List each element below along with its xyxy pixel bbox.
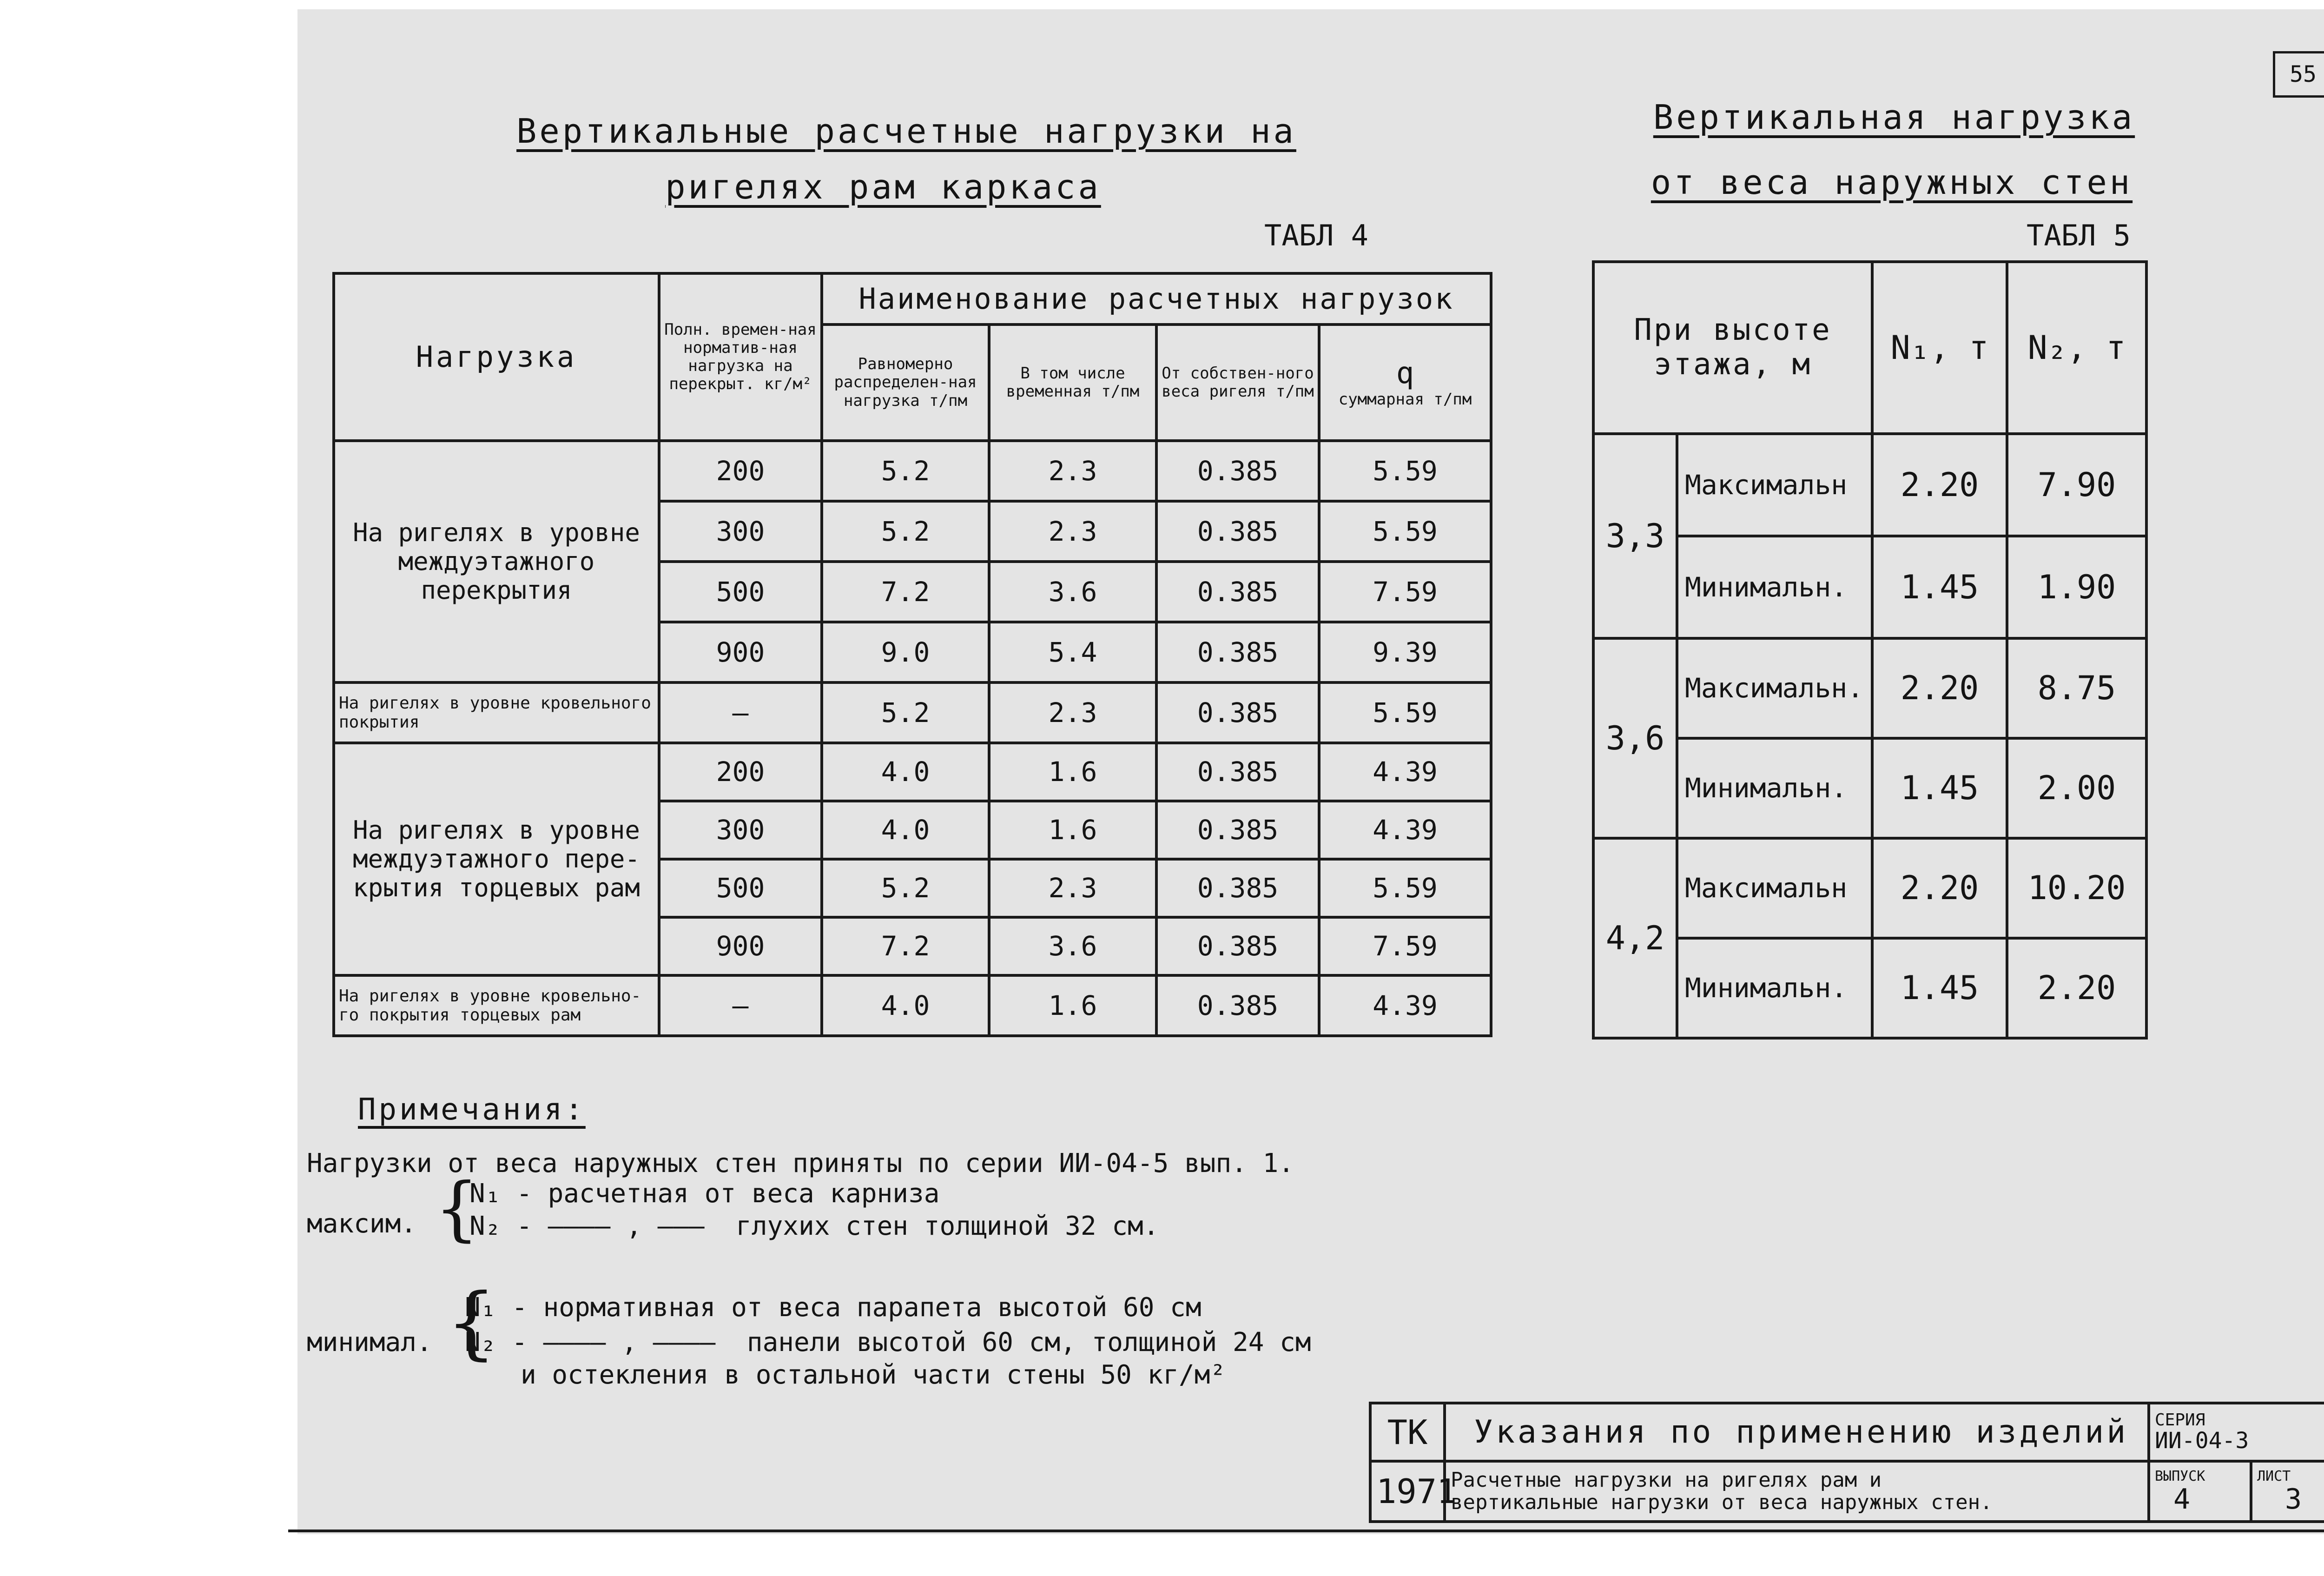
cell: 0.385 bbox=[1156, 682, 1319, 743]
cell-n1: 2.20 bbox=[1872, 638, 2007, 738]
cell: 3.6 bbox=[989, 562, 1156, 622]
table5-title-line2: от веса наружных стен bbox=[1651, 163, 2133, 202]
cell: 200 bbox=[659, 743, 822, 801]
table4-title-line1: Вертикальные расчетные нагрузки на bbox=[516, 112, 1296, 151]
cell: 0.385 bbox=[1156, 441, 1319, 501]
cell: 5.2 bbox=[822, 859, 989, 917]
notes-min-n2: N₂ - ———— , ———— панели высотой 60 см, толщиной 24 см bbox=[465, 1327, 1311, 1357]
height-value: 3,6 bbox=[1593, 638, 1677, 838]
cell: 0.385 bbox=[1156, 917, 1319, 975]
cell: 0.385 bbox=[1156, 859, 1319, 917]
cell: 0.385 bbox=[1156, 501, 1319, 562]
stamp-sheet-value: 3 bbox=[2285, 1483, 2302, 1516]
cell-n2: 10.20 bbox=[2007, 838, 2146, 938]
cell: 900 bbox=[659, 622, 822, 682]
stamp-issue-value: 4 bbox=[2173, 1483, 2191, 1516]
cell: 5.59 bbox=[1319, 682, 1491, 743]
cell: 1.6 bbox=[989, 801, 1156, 859]
brace-icon: { bbox=[435, 1168, 479, 1249]
cell: 2.3 bbox=[989, 441, 1156, 501]
stamp-series-label: СЕРИЯ bbox=[2155, 1410, 2205, 1430]
title-block bbox=[1369, 1402, 2324, 1523]
header-normative: Полн. времен-ная норматив-ная нагрузка на перекрыт. кг/м² bbox=[659, 273, 822, 441]
table4 bbox=[332, 272, 1492, 1037]
cell: 0.385 bbox=[1156, 975, 1319, 1036]
cell: 200 bbox=[659, 441, 822, 501]
notes-min-n1: N₁ - нормативная от веса парапета высотой 60 см bbox=[465, 1292, 1202, 1323]
cell: 900 bbox=[659, 917, 822, 975]
notes-max-n2: N₂ - ———— , ——— глухих стен толщиной 32 см. bbox=[469, 1211, 1159, 1241]
cell: 5.59 bbox=[1319, 441, 1491, 501]
cell: 4.39 bbox=[1319, 975, 1491, 1036]
cell: 5.2 bbox=[822, 501, 989, 562]
cell: 2.3 bbox=[989, 501, 1156, 562]
cell: 7.2 bbox=[822, 917, 989, 975]
stamp-series bbox=[2149, 1403, 2324, 1461]
cell-n2: 2.00 bbox=[2007, 738, 2146, 838]
cell-n1: 2.20 bbox=[1872, 434, 2007, 536]
stamp-series-value: ИИ-04-3 bbox=[2155, 1428, 2249, 1454]
load-type: Максимальн bbox=[1677, 838, 1872, 938]
height-value: 4,2 bbox=[1593, 838, 1677, 1038]
cell: 0.385 bbox=[1156, 622, 1319, 682]
cell: 2.3 bbox=[989, 682, 1156, 743]
load-type: Максимальн. bbox=[1677, 638, 1872, 738]
cell: 3.6 bbox=[989, 917, 1156, 975]
cell: 1.6 bbox=[989, 743, 1156, 801]
page-number: 55 bbox=[2273, 51, 2324, 98]
header-total-label: суммарная т/пм bbox=[1338, 390, 1472, 409]
stamp-sheet-label: ЛИСТ bbox=[2257, 1468, 2291, 1484]
notes-min-n2-cont: и остекления в остальной части стены 50 кг/м² bbox=[521, 1360, 1226, 1390]
notes-line1: Нагрузки от веса наружных стен приняты по серии ИИ-04-5 вып. 1. bbox=[307, 1148, 1294, 1179]
cell-n2: 2.20 bbox=[2007, 938, 2146, 1038]
cell: 5.59 bbox=[1319, 859, 1491, 917]
table4-title-line2: ригелях рам каркаса bbox=[665, 167, 1101, 206]
cell: 4.0 bbox=[822, 743, 989, 801]
load-type: Максимальн bbox=[1677, 434, 1872, 536]
cell: 7.2 bbox=[822, 562, 989, 622]
frame-bottom-line bbox=[288, 1530, 2324, 1532]
stamp-year: 1971 bbox=[1370, 1461, 1445, 1522]
cell: 1.6 bbox=[989, 975, 1156, 1036]
cell: 5.59 bbox=[1319, 501, 1491, 562]
cell: — bbox=[659, 975, 822, 1036]
notes-max-label: максим. bbox=[307, 1209, 417, 1239]
cell: 7.59 bbox=[1319, 917, 1491, 975]
table5-title-line1: Вертикальная нагрузка bbox=[1653, 98, 2135, 137]
header-group: Наименование расчетных нагрузок bbox=[822, 273, 1491, 324]
header-load: Нагрузка bbox=[334, 273, 659, 441]
cell: 500 bbox=[659, 562, 822, 622]
table4-label: ТАБЛ 4 bbox=[1264, 219, 1368, 252]
cell-n1: 1.45 bbox=[1872, 938, 2007, 1038]
load-type: Минимальн. bbox=[1677, 738, 1872, 838]
cell: 4.39 bbox=[1319, 743, 1491, 801]
group-label: На ригелях в уровне междуэтажного пере-крытия торцевых рам bbox=[334, 743, 659, 975]
group-label: На ригелях в уровне междуэтажного перекрытия bbox=[334, 441, 659, 682]
cell: 0.385 bbox=[1156, 562, 1319, 622]
table5 bbox=[1592, 260, 2148, 1040]
cell-n2: 7.90 bbox=[2007, 434, 2146, 536]
cell: 4.39 bbox=[1319, 801, 1491, 859]
cell-n1: 1.45 bbox=[1872, 536, 2007, 638]
cell: 0.385 bbox=[1156, 801, 1319, 859]
cell: 4.0 bbox=[822, 975, 989, 1036]
cell-n2: 1.90 bbox=[2007, 536, 2146, 638]
header-height: При высоте этажа, м bbox=[1593, 262, 1872, 434]
stamp-sheet bbox=[2251, 1461, 2324, 1522]
cell: 4.0 bbox=[822, 801, 989, 859]
stamp-title: Указания по применению изделий bbox=[1445, 1403, 2149, 1461]
cell-n2: 8.75 bbox=[2007, 638, 2146, 738]
cell: 2.3 bbox=[989, 859, 1156, 917]
cell: 300 bbox=[659, 501, 822, 562]
cell: 9.0 bbox=[822, 622, 989, 682]
stamp-subtitle bbox=[1445, 1461, 2149, 1522]
cell: 5.2 bbox=[822, 441, 989, 501]
cell: 7.59 bbox=[1319, 562, 1491, 622]
brace-icon: { bbox=[446, 1277, 497, 1369]
stamp-subtitle-line2: вертикальные нагрузки от веса наружных стен. bbox=[1451, 1490, 1993, 1514]
cell: — bbox=[659, 682, 822, 743]
group-label: На ригелях в уровне кровельного покрытия bbox=[334, 682, 659, 743]
stamp-subtitle-line1: Расчетные нагрузки на ригелях рам и bbox=[1451, 1468, 1882, 1492]
stamp-issue-label: ВЫПУСК bbox=[2155, 1468, 2205, 1484]
cell: 5.4 bbox=[989, 622, 1156, 682]
cell: 9.39 bbox=[1319, 622, 1491, 682]
header-own-weight: От собствен-ного веса ригеля т/пм bbox=[1156, 324, 1319, 441]
notes-min-label: минимал. bbox=[307, 1327, 432, 1357]
cell: 500 bbox=[659, 859, 822, 917]
header-q-symbol: q bbox=[1396, 356, 1414, 391]
group-label: На ригелях в уровне кровельно-го покрытия торцевых рам bbox=[334, 975, 659, 1036]
stamp-issue bbox=[2149, 1461, 2251, 1522]
cell: 0.385 bbox=[1156, 743, 1319, 801]
notes-title: Примечания: bbox=[358, 1093, 586, 1127]
header-n1: N₁, т bbox=[1872, 262, 2007, 434]
cell: 5.2 bbox=[822, 682, 989, 743]
load-type: Минимальн. bbox=[1677, 938, 1872, 1038]
cell-n1: 1.45 bbox=[1872, 738, 2007, 838]
cell: 300 bbox=[659, 801, 822, 859]
header-distributed: Равномерно распределен-ная нагрузка т/пм bbox=[822, 324, 989, 441]
header-temporary: В том числе временная т/пм bbox=[989, 324, 1156, 441]
cell-n1: 2.20 bbox=[1872, 838, 2007, 938]
header-total bbox=[1319, 324, 1491, 441]
height-value: 3,3 bbox=[1593, 434, 1677, 638]
stamp-org: ТК bbox=[1370, 1403, 1445, 1461]
header-n2: N₂, т bbox=[2007, 262, 2146, 434]
notes-max-n1: N₁ - расчетная от веса карниза bbox=[469, 1179, 940, 1209]
table5-label: ТАБЛ 5 bbox=[2027, 219, 2131, 252]
load-type: Минимальн. bbox=[1677, 536, 1872, 638]
